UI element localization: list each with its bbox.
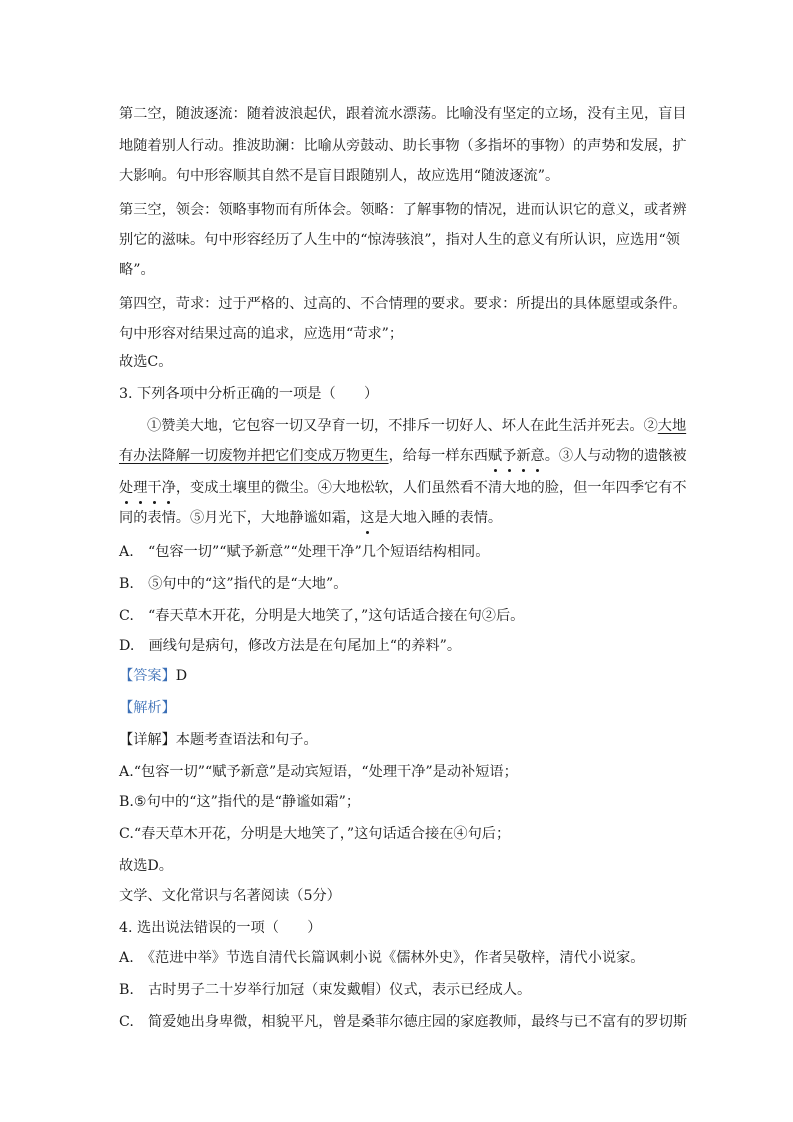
- q4-option-a: A. 《范进中举》节选自清代长篇讽刺小说《儒林外史》，作者吴敬梓，清代小说家。: [119, 950, 645, 966]
- emphasis-char: 赋: [487, 448, 503, 464]
- explain-blank3-line3: 略”。: [119, 262, 155, 278]
- emphasis-char: 处: [119, 480, 134, 496]
- section-heading: 文学、文化常识与名著阅读（5分）: [119, 888, 341, 904]
- answer-value: D: [175, 668, 188, 684]
- q4-stem: 4. 选出说法错误的一项（ ）: [119, 920, 322, 936]
- q2-conclusion: 故选C。: [119, 354, 173, 370]
- q3-option-a: A. “包容一切”“赋予新意”“处理干净”几个短语结构相同。: [119, 544, 490, 560]
- q3-passage-text: ①赞美大地，它包容一切又孕育一切，不排斥一切好人、坏人在此生活并死去。②: [147, 418, 658, 434]
- q3-option-b: B. ⑤句中的“这”指代的是“大地”。: [119, 576, 348, 592]
- q3-explain-a: A.“包容一切”“赋予新意”是动宾短语，“处理干净”是动补短语；: [119, 764, 518, 780]
- analysis-tag: 【解析】: [119, 700, 176, 716]
- q3-passage-text: 。③人与动物的遗骸被: [544, 448, 687, 464]
- q3-passage-line2: [119, 446, 687, 466]
- q3-explain-b: B.⑤句中的“这”指代的是“静谧如霜”；: [119, 794, 361, 810]
- emphasis-char: 干: [147, 480, 162, 496]
- q3-passage-text: 是大地入睡的表情。: [374, 510, 503, 526]
- emphasis-char: 这: [360, 510, 375, 526]
- explain-blank4-line2: 句中形容对结果过高的追求，应选用“苛求”；: [119, 326, 404, 342]
- q3-option-c: C. “春天草木开花，分明是大地笑了，”这句话适合接在句②后。: [119, 608, 525, 624]
- emphasis-char: 予: [502, 448, 517, 464]
- q3-explain-c: C.“春天草木开花，分明是大地笑了，”这句话适合接在④句后；: [119, 826, 511, 842]
- q3-passage-line4: [119, 508, 502, 528]
- q3-option-d: D. 画线句是病句，修改方法是在句尾加上“的养料”。: [119, 638, 462, 654]
- explain-blank2-line3: 大影响。句中形容顺其自然不是盲目跟随别人，故应选用“随波逐流”。: [119, 168, 560, 184]
- detail-tag: 【详解】: [119, 732, 176, 748]
- q3-stem: 3. 下列各项中分析正确的一项是（ ）: [119, 386, 379, 402]
- explain-blank4-line1: 第四空，苛求：过于严格的、过高的、不合情理的要求。要求：所提出的具体愿望或条件。: [119, 296, 687, 312]
- explain-blank2-line2: 地随着别人行动。推波助澜：比喻从旁鼓动、助长事物（多指坏的事物）的声势和发展，扩: [119, 138, 687, 154]
- emphasis-char: 意: [530, 448, 545, 464]
- q3-underlined-sentence: 有办法降解一切废物并把它们变成万物更生: [119, 448, 389, 464]
- q4-option-c: C. 简爱她出身卑微，相貌平凡，曾是桑菲尔德庄园的家庭教师，最终与已不富有的罗切斯: [119, 1014, 688, 1030]
- q3-passage-text: 同的表情。⑤月光下，大地静谧如霜，: [119, 510, 361, 526]
- q3-underlined-sentence: 大地: [657, 418, 687, 434]
- q4-option-b: B. 古时男子二十岁举行加冠（束发戴帽）仪式，表示已经成人。: [119, 982, 532, 998]
- answer-tag: 【答案】: [119, 668, 176, 684]
- q3-detail: [119, 730, 318, 750]
- q3-passage-text: ，给每一样东西: [388, 448, 488, 464]
- explain-blank3-line1: 第三空，领会：领略事物而有所体会。领略：了解事物的情况，进而认识它的意义，或者辨: [119, 202, 687, 218]
- emphasis-char: 净: [161, 480, 176, 496]
- detail-text: 本题考查语法和句子。: [175, 732, 318, 748]
- emphasis-char: 理: [133, 480, 148, 496]
- q3-passage-line1: [147, 416, 686, 436]
- explain-blank3-line2: 别它的滋味。句中形容经历了人生中的“惊涛骇浪”，指对人生的意义有所认识，应选用“领: [119, 232, 680, 248]
- q3-passage-text: ，变成土壤里的微尘。④大地松软，人们虽然看不清大地的脸，但一年四季它有不: [175, 480, 687, 496]
- emphasis-char: 新: [516, 448, 531, 464]
- q3-answer: [119, 666, 187, 686]
- q3-conclusion: 故选D。: [119, 858, 173, 874]
- q3-passage-line3: [119, 478, 687, 498]
- explain-blank2-line1: 第二空，随波逐流：随着波浪起伏，跟着流水漂荡。比喻没有坚定的立场，没有主见，盲目: [119, 106, 687, 122]
